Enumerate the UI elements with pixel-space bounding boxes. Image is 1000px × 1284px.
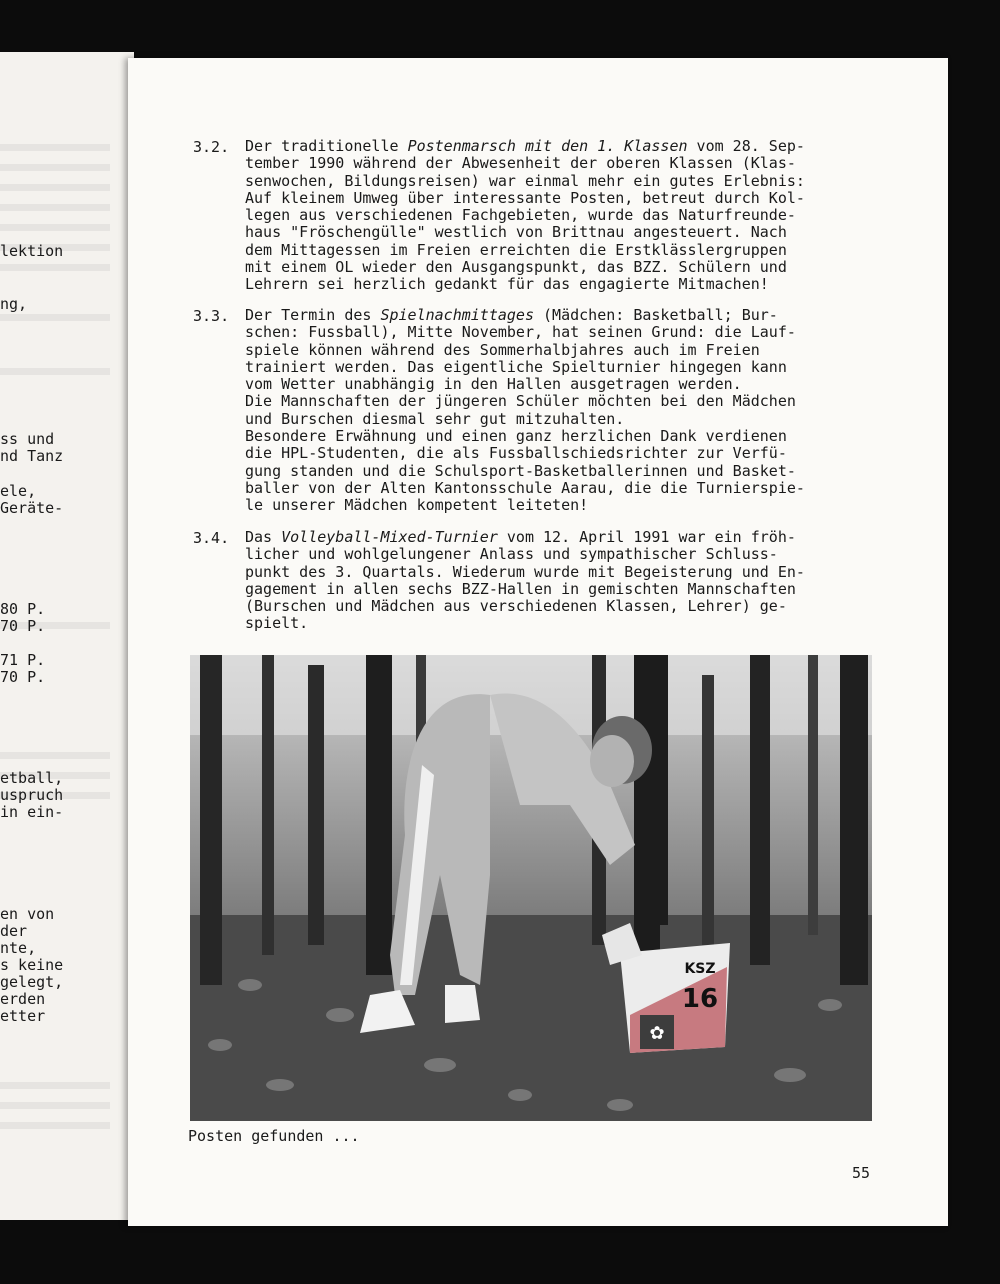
left-page-line: ng, <box>0 295 28 313</box>
left-page-line: 70 P. <box>0 668 46 686</box>
page-number: 55 <box>852 1164 871 1182</box>
left-page-line: erden <box>0 990 46 1008</box>
photo-forest-orienteering <box>190 655 872 1121</box>
left-page-line: ss und <box>0 430 55 448</box>
section-number: 3.4. <box>193 529 230 547</box>
left-page-line: lektion <box>0 242 64 260</box>
left-page-line: 71 P. <box>0 651 46 669</box>
left-page-line: nte, <box>0 939 37 957</box>
section-text: Der Termin des Spielnachmittages (Mädchen: Basketball; Bur- schen: Fussball), Mitte November, hat seinen Grund: die Lauf- spiele können während des Sommerhalbjahres auch im Freien trainiert werden. Das eigentliche Spielturnier hingegen kann vom Wetter unabhängig in den Hallen ausgetragen werden. Die Mannschaften der jüngeren Schüler möchten bei den Mädchen und Burschen diesmal sehr gut mitzuhalten. Besondere Erwähnung und einen ganz herzlichen Dank verdienen die HPL-Studenten, die als Fussballschiedsrichter zur Verfü- gung standen und die Schulsport-Basketballerinnen und Basket- baller von der Alten Kantonsschule Aarau, die die Turnierspie- le unserer Mädchen kompetent leiteten! <box>245 306 805 515</box>
left-page-line: 70 P. <box>0 617 46 635</box>
left-page-line: s keine <box>0 956 64 974</box>
left-page-line: ele, <box>0 482 37 500</box>
left-page-line: etball, <box>0 769 64 787</box>
left-page <box>0 52 134 1220</box>
left-page-line: etter <box>0 1007 46 1025</box>
left-page-line: gelegt, <box>0 973 64 991</box>
flag-text: KSZ <box>684 961 716 977</box>
section-text: Der traditionelle Postenmarsch mit den 1. Klassen vom 28. Sep- tember 1990 während der Abwesenheit der oberen Klassen (Klas- senwochen, Bildungsreisen) war einmal mehr ein gutes Erlebnis: Auf kleinem Umweg über interessante Posten, betreut durch Kol- legen aus verschiedenen Fachgebieten, wurde das Naturfreunde- haus "Fröschengülle" westlich von Brittnau angesteuert. Nach dem Mittagessen im Freien erreichten die Erstklässlergruppen mit einem OL wieder den Ausgangspunkt, das BZZ. Schülern und Lehrern sei herzlich gedankt für das engagierte Mitmachen! <box>245 137 805 294</box>
left-page-line: 80 P. <box>0 600 46 618</box>
left-page-line: der <box>0 922 28 940</box>
left-page-line: nd Tanz <box>0 447 64 465</box>
svg-text:✿: ✿ <box>649 1023 665 1044</box>
section-number: 3.3. <box>193 307 230 325</box>
section-number: 3.2. <box>193 138 230 156</box>
flag-number: 16 <box>681 984 719 1014</box>
left-page-line: uspruch <box>0 786 64 804</box>
section-text: Das Volleyball-Mixed-Turnier vom 12. April 1991 war ein fröh- licher und wohlgelungener Anlass und sympathischer Schluss- punkt des 3. Quartals. Wiederum wurde mit Begeisterung und En- gagement in allen sechs BZZ-Hallen in gemischten Mannschaften (Burschen und Mädchen aus verschiedenen Klassen, Lehrer) ge- spielt. <box>245 528 805 633</box>
photo-caption: Posten gefunden ... <box>188 1127 360 1145</box>
left-page-line: en von <box>0 905 55 923</box>
right-page <box>128 58 948 1226</box>
left-page-line: Geräte- <box>0 499 64 517</box>
left-page-line: in ein- <box>0 803 64 821</box>
